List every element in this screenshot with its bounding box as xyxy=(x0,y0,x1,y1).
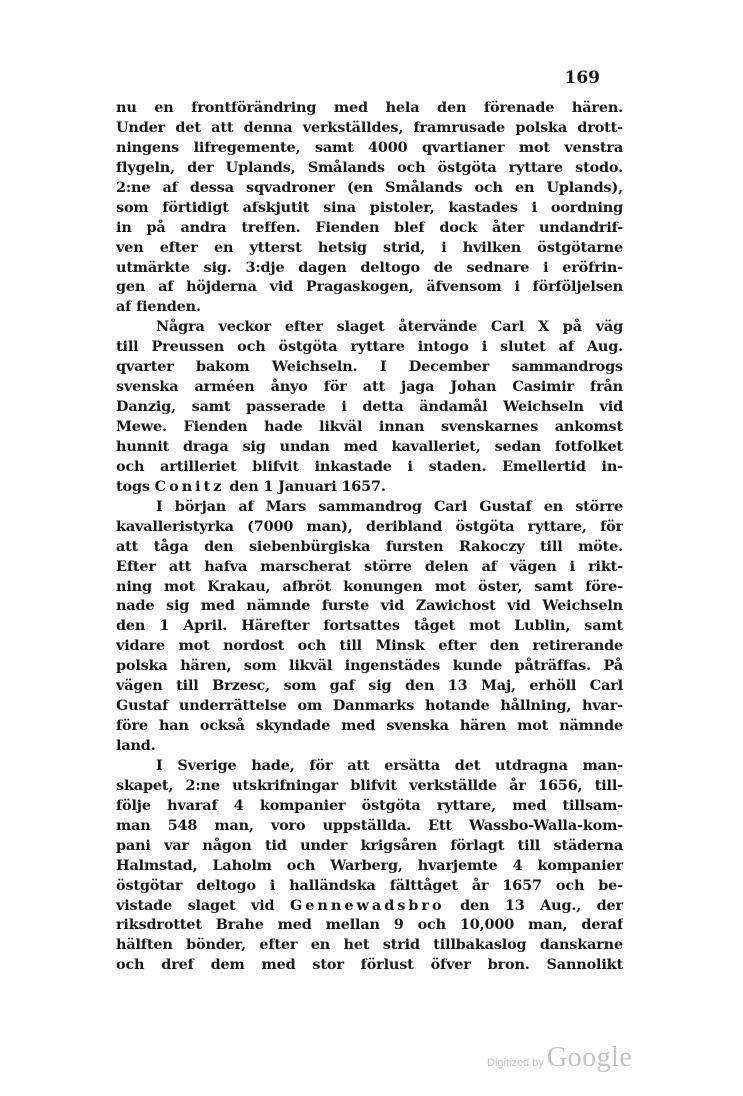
text-line: man 548 man, voro uppställda. Ett Wassbo-Walla-kom- xyxy=(116,816,623,834)
text-line: flygeln, der Uplands, Smålands och östgöta ryttare stodo. xyxy=(116,158,623,176)
text-line: in på andra treffen. Fienden blef dock åter undandrif- xyxy=(116,218,623,236)
text-line: af fienden. xyxy=(116,298,201,316)
text-line: Efter att hafva marscherat större delen af vägen i rikt- xyxy=(116,557,623,575)
text-line: ningens lifregemente, samt 4000 qvartianer mot venstra xyxy=(116,138,623,156)
text-line: Danzig, samt passerade i detta ändamål Weichseln vid xyxy=(116,398,623,416)
text-line: och artilleriet blifvit inkastade i staden. Emellertid in- xyxy=(116,457,623,475)
watermark-prefix: Digitized by xyxy=(487,1057,544,1069)
text-line: Några veckor efter slaget återvände Carl X på väg xyxy=(156,318,623,336)
paragraph xyxy=(116,497,623,756)
text-line xyxy=(116,896,623,916)
text-line: Mewe. Fienden hade likväl innan svenskarnes ankomst xyxy=(116,418,623,435)
text-line: och dref dem med stor förlust öfver bron. Sannolikt xyxy=(116,956,623,974)
paragraph xyxy=(116,98,623,317)
body-text xyxy=(116,98,623,975)
text-line: hälften bönder, efter en het strid tillbakaslog danskarne xyxy=(116,936,623,954)
text-line: vidare mot nordost och till Minsk efter den retirerande xyxy=(116,637,623,655)
google-logo: Google xyxy=(546,1042,633,1073)
text-run: togs xyxy=(116,477,155,495)
text-line: svenska arméen ånyo för att jaga Johan Casimir från xyxy=(116,378,623,396)
google-watermark xyxy=(487,1042,632,1082)
text-line: pani var någon tid under krigsåren förlagt till städerna xyxy=(116,836,623,854)
text-line: I Sverige hade, för att ersätta det utdragna man- xyxy=(156,756,623,774)
text-line: 2:ne af dessa sqvadroner (en Smålands och en Uplands), xyxy=(116,178,623,196)
text-line: före han också skyndade med svenska hären mot nämnde xyxy=(116,717,623,735)
text-line: ning mot Krakau, afbröt konungen mot öster, samt före- xyxy=(116,577,623,595)
text-line: riksdrottet Brahe med mellan 9 och 10,000 man, deraf xyxy=(116,916,623,934)
text-line: till Preussen och östgöta ryttare intogo i slutet af Aug. xyxy=(116,338,623,356)
place-name: Gennewadsbro xyxy=(289,896,445,914)
text-line: Gustaf underrättelse om Danmarks hotande hållning, hvar- xyxy=(116,697,623,715)
text-line xyxy=(116,477,623,497)
text-line: gen af höjderna vid Pragaskogen, äfvensom i förföljelsen xyxy=(116,278,623,296)
text-line: I början af Mars sammandrog Carl Gustaf en större xyxy=(156,497,623,515)
text-run: den 13 Aug., der xyxy=(444,896,623,914)
text-run: den 1 Januari 1657. xyxy=(224,477,386,495)
text-line: följe hvaraf 4 kompanier östgöta ryttare, med tillsam- xyxy=(116,796,623,814)
text-line: qvarter bakom Weichseln. I December sammandrogs xyxy=(116,358,623,376)
text-line: Under det att denna verkställdes, framrusade polska drott- xyxy=(116,118,623,136)
text-line: hunnit draga sig undan med kavalleriet, sedan fotfolket xyxy=(116,437,623,455)
text-line: att tåga den siebenbürgiska fursten Rakoczy till möte. xyxy=(116,537,623,555)
text-line: den 1 April. Härefter fortsattes tåget mot Lublin, samt xyxy=(116,617,623,635)
text-line: nade sig med nämnde furste vid Zawichost vid Weichseln xyxy=(116,597,623,615)
text-line: skapet, 2:ne utskrifningar blifvit verkställde år 1656, till- xyxy=(116,776,623,794)
place-name: Conitz xyxy=(154,477,225,495)
text-line: land. xyxy=(116,737,156,754)
text-line: nu en frontförändring med hela den förenade hären. xyxy=(116,99,623,116)
text-line: ven efter en ytterst hetsig strid, i hvilken östgötarne xyxy=(116,238,623,256)
text-line: Halmstad, Laholm och Warberg, hvarjemte 4 kompanier xyxy=(116,856,623,874)
text-line: kavalleristyrka (7000 man), deribland östgöta ryttare, för xyxy=(116,517,623,535)
paragraph xyxy=(116,756,623,975)
text-line: östgötar deltogo i halländska fälttåget år 1657 och be- xyxy=(116,876,623,894)
text-line: som förtidigt afskjutit sina pistoler, kastades i oordning xyxy=(116,198,623,216)
text-run: vistade slaget vid xyxy=(116,896,290,914)
text-line: vägen till Brzesc, som gaf sig den 13 Maj, erhöll Carl xyxy=(116,677,623,695)
text-line: polska hären, som likväl ingenstädes kunde påträffas. På xyxy=(116,657,623,675)
text-line: utmärkte sig. 3:dje dagen deltogo de sednare i eröfrin- xyxy=(116,258,623,276)
paragraph xyxy=(116,317,623,496)
page-number: 169 xyxy=(564,68,600,88)
